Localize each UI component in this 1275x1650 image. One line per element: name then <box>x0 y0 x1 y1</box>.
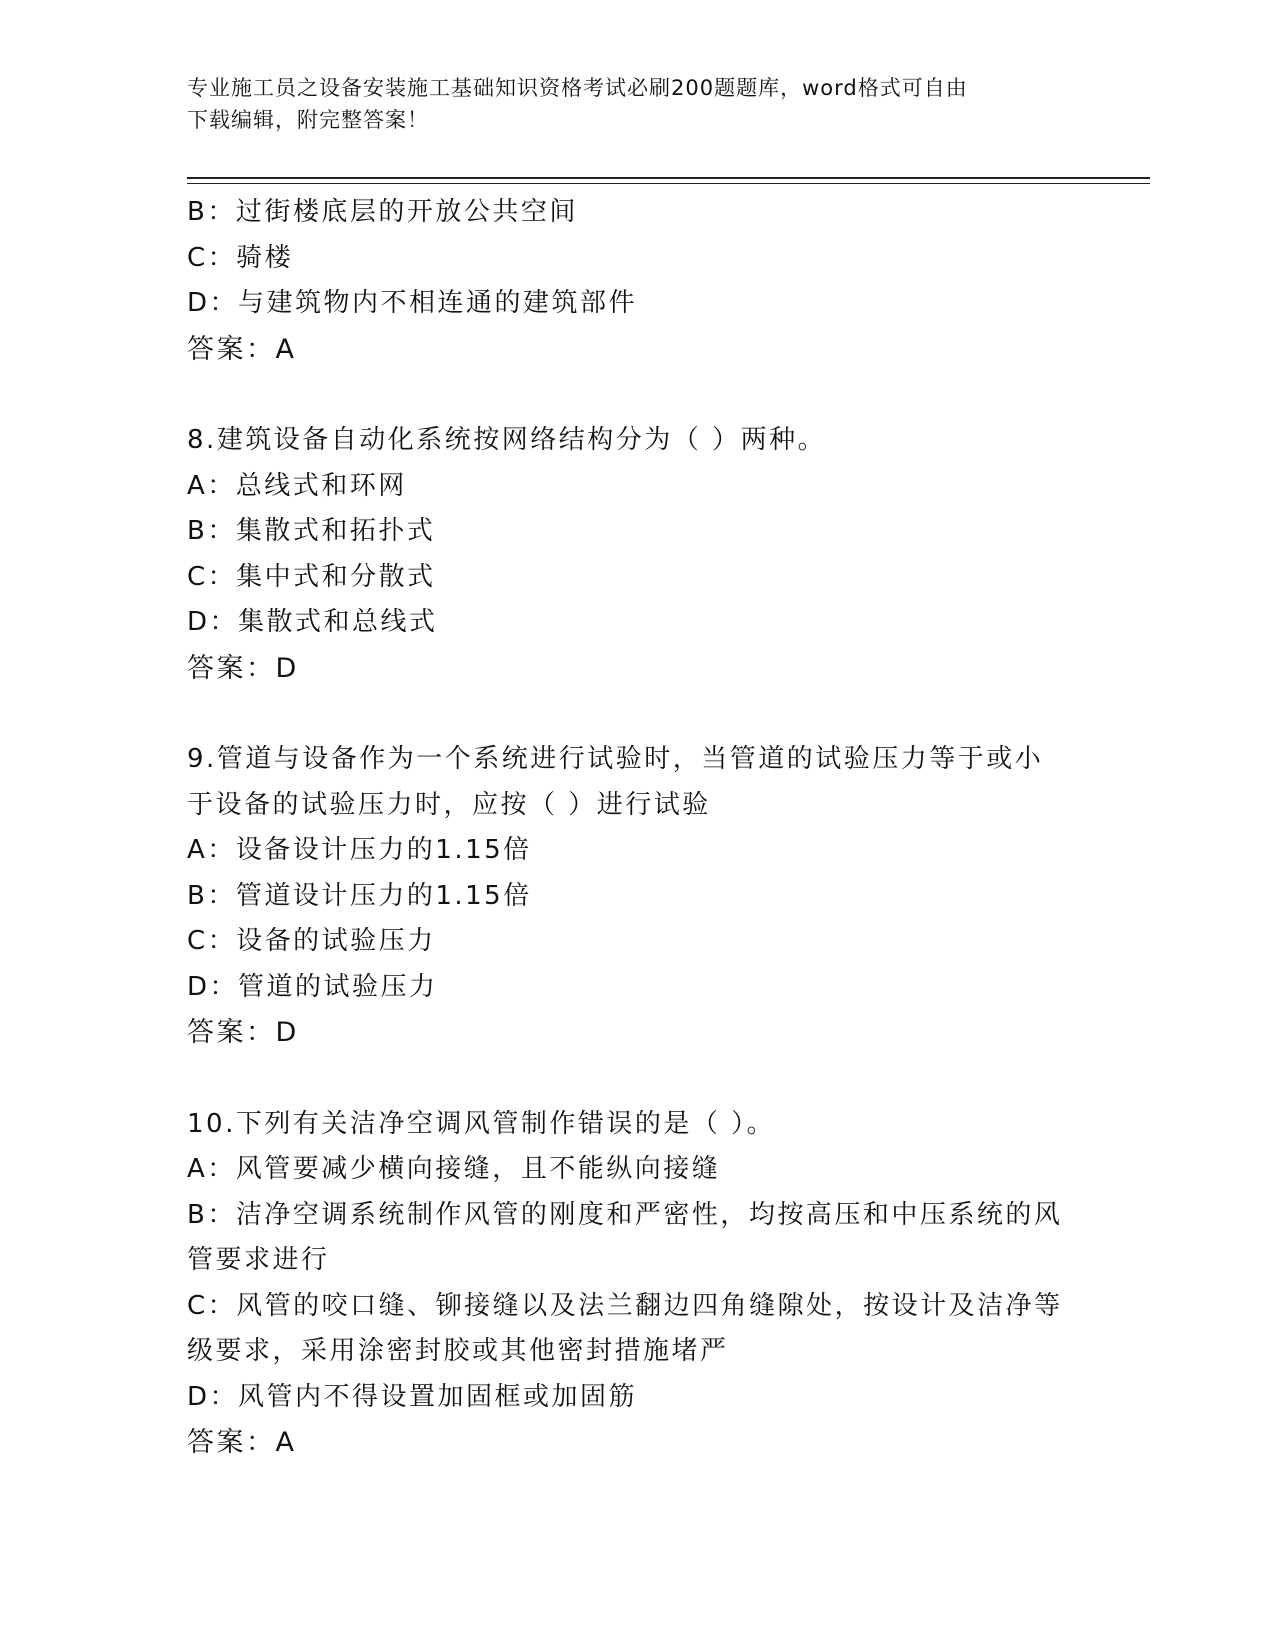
option-c: C：骑楼 <box>187 242 294 273</box>
option-b: B：集散式和拓扑式 <box>187 516 436 546</box>
answer: 答案：D <box>187 652 299 684</box>
option-a: A：设备设计压力的1.15倍 <box>187 835 532 865</box>
header-line-1: 专业施工员之设备安装施工基础知识资格考试必刷200题题库，word格式可自由 <box>187 76 968 100</box>
option-b-line-1: B：洁净空调系统制作风管的刚度和严密性，均按高压和中压系统的风 <box>187 1199 1063 1230</box>
question-8 <box>187 418 1087 691</box>
option-c: C：集中式和分散式 <box>187 561 436 592</box>
answer: 答案：D <box>187 1017 299 1048</box>
question-list <box>187 190 1087 1466</box>
answer: 答案：A <box>187 333 297 365</box>
option-d: D：与建筑物内不相连通的建筑部件 <box>187 288 638 318</box>
option-b: B：管道设计压力的1.15倍 <box>187 880 532 911</box>
option-d: D：管道的试验压力 <box>187 971 438 1002</box>
option-a: A：风管要减少横向接缝，且不能纵向接缝 <box>187 1154 721 1184</box>
option-c-line-2: 级要求，采用涂密封胶或其他密封措施堵严 <box>187 1336 729 1366</box>
question-stem-line-1: 9.管道与设备作为一个系统进行试验时，当管道的试验压力等于或小 <box>187 744 1044 774</box>
option-d: D：集散式和总线式 <box>187 607 438 637</box>
option-d: D：风管内不得设置加固框或加固筋 <box>187 1381 638 1412</box>
question-7 <box>187 190 1087 372</box>
option-c: C：设备的试验压力 <box>187 926 436 956</box>
question-spacer <box>187 691 1087 737</box>
header-line-2: 下载编辑，附完整答案！ <box>187 108 429 132</box>
question-9 <box>187 737 1087 1056</box>
option-c-line-1: C：风管的咬口缝、铆接缝以及法兰翻边四角缝隙处，按设计及洁净等 <box>187 1290 1063 1321</box>
header-divider-thin <box>187 183 1150 184</box>
question-10 <box>187 1102 1087 1466</box>
document-header <box>187 72 1067 136</box>
question-stem: 10.下列有关洁净空调风管制作错误的是（ ）。 <box>187 1108 776 1139</box>
question-spacer <box>187 1056 1087 1102</box>
answer: 答案：A <box>187 1427 297 1458</box>
option-b: B：过街楼底层的开放公共空间 <box>187 197 578 227</box>
question-stem-line-2: 于设备的试验压力时，应按（ ）进行试验 <box>187 789 711 820</box>
question-spacer <box>187 372 1087 418</box>
option-b-line-2: 管要求进行 <box>187 1245 330 1275</box>
question-stem: 8.建筑设备自动化系统按网络结构分为（ ）两种。 <box>187 425 827 455</box>
option-a: A：总线式和环网 <box>187 470 407 501</box>
header-divider-thick <box>187 177 1150 179</box>
